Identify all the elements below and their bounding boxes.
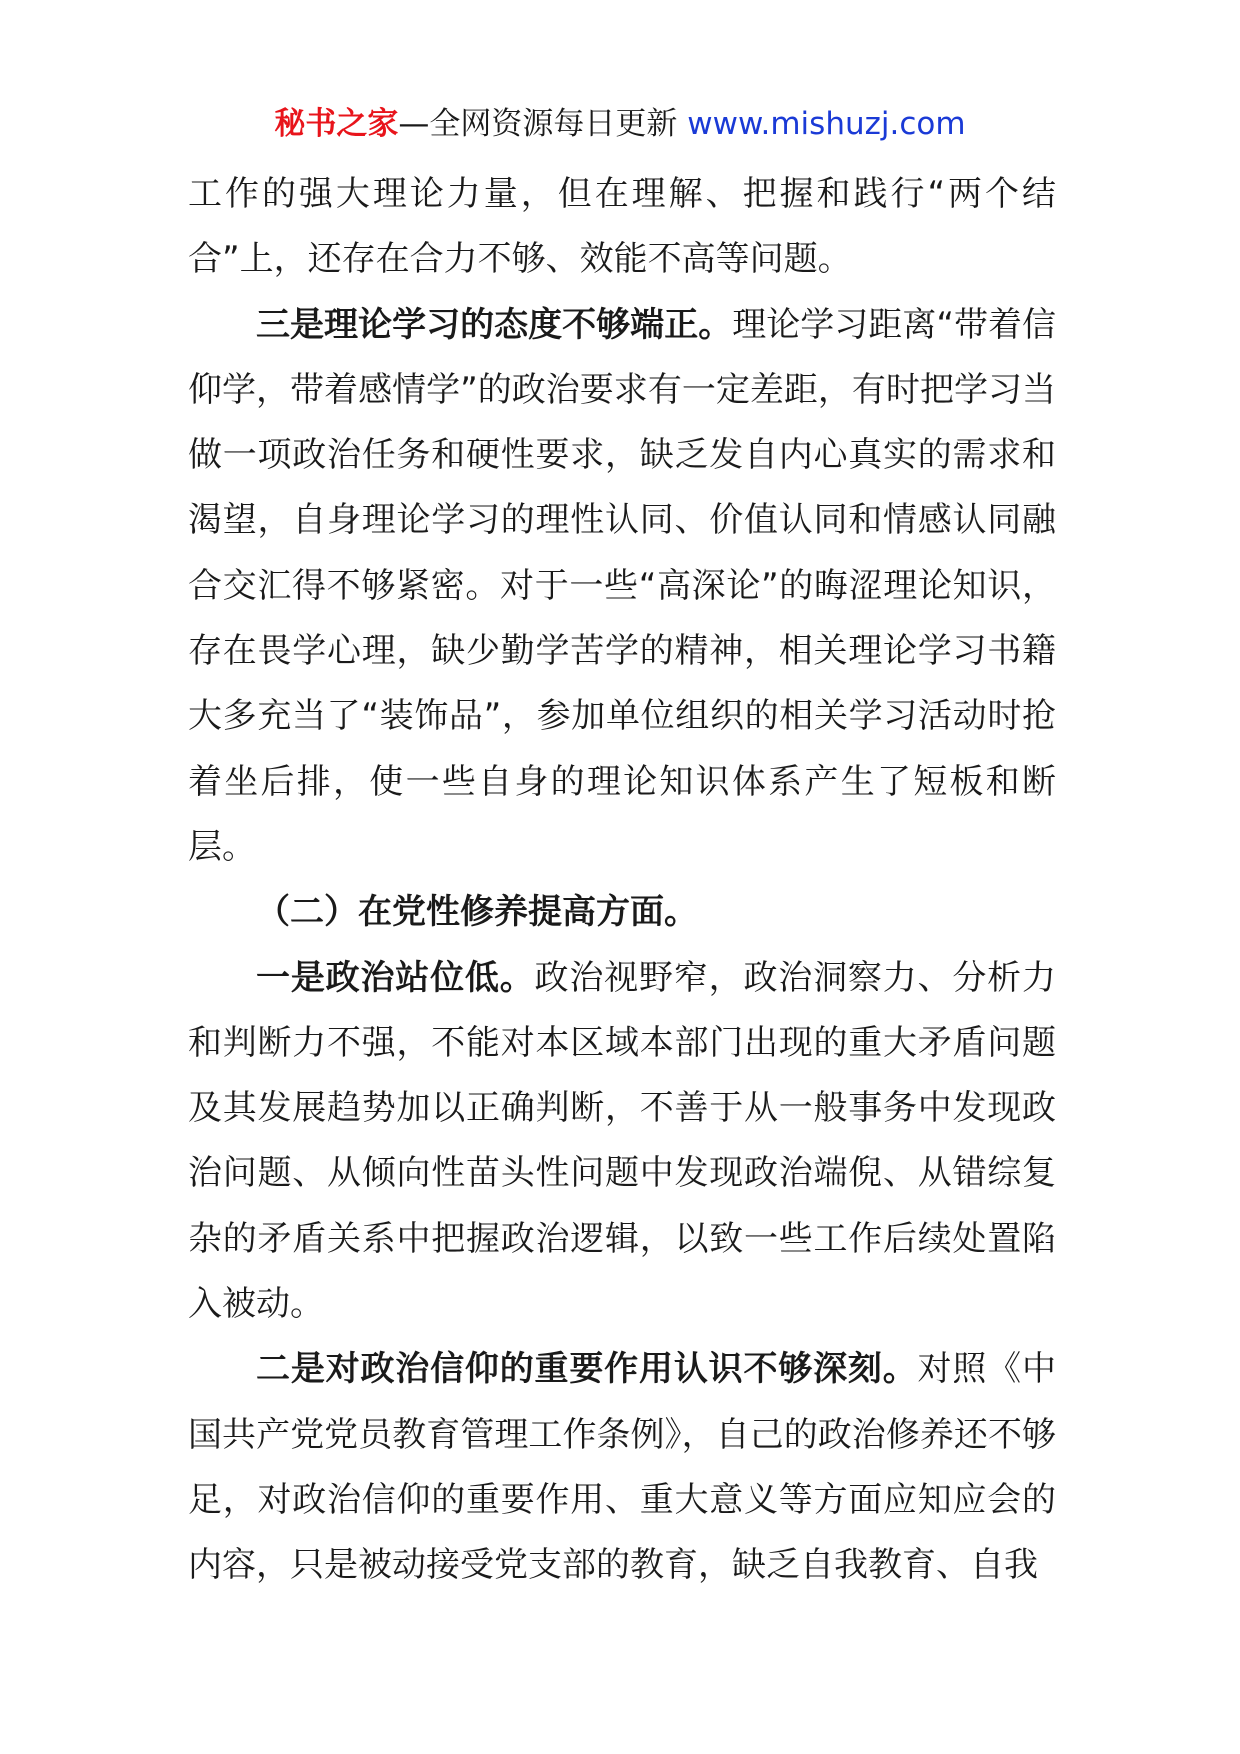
paragraph-point-two (188, 1337, 1056, 1598)
paragraph-text: 对照《中国共产党党员教育管理工作条例》，自己的政治修养还不够足，对政治信仰的重要作用、重大意义等方面应知应会的内容，只是被动接受党支部的教育，缺乏自我教育、自我 (188, 1349, 1057, 1586)
paragraph-lead: 一是政治站位低。 (256, 957, 535, 998)
paragraph-point-three (188, 293, 1056, 881)
header-tagline: —全网资源每日更新 (398, 106, 678, 142)
paragraph-text: 工作的强大理论力量，但在理解、把握和践行“两个结合”上，还存在合力不够、效能不高等问题。 (188, 174, 1056, 280)
document-body (188, 162, 1056, 1599)
brand-name: 秘书之家 (274, 106, 399, 142)
section-heading-text: （二）在党性修养提高方面。 (256, 892, 698, 933)
paragraph-text: 政治视野窄，政治洞察力、分析力和判断力不强，不能对本区域本部门出现的重大矛盾问题及其发展趋势加以正确判断，不善于从一般事务中发现政治问题、从倾向性苗头性问题中发现政治端倪、从错综复杂的矛盾关系中把握政治逻辑，以致一些工作后续处置陷入被动。 (188, 957, 1057, 1325)
site-url-link[interactable]: www.mishuzj.com (687, 106, 966, 142)
paragraph-continuation (188, 162, 1056, 293)
section-heading (188, 880, 1056, 945)
paragraph-lead: 二是对政治信仰的重要作用认识不够深刻。 (256, 1349, 918, 1390)
paragraph-point-one (188, 946, 1056, 1338)
paragraph-text: 理论学习距离“带着信仰学，带着感情学”的政治要求有一定差距，有时把学习当做一项政治任务和硬性要求，缺乏发自内心真实的需求和渴望，自身理论学习的理性认同、价值认同和情感认同融合交汇得不够紧密。对于一些“高深论”的晦涩理论知识，存在畏学心理，缺少勤学苦学的精神，相关理论学习书籍大多充当了“装饰品”，参加单位组织的相关学习活动时抢着坐后排，使一些自身的理论知识体系产生了短板和断层。 (188, 304, 1056, 867)
site-header (0, 100, 1240, 148)
paragraph-lead: 三是理论学习的态度不够端正。 (256, 304, 733, 345)
